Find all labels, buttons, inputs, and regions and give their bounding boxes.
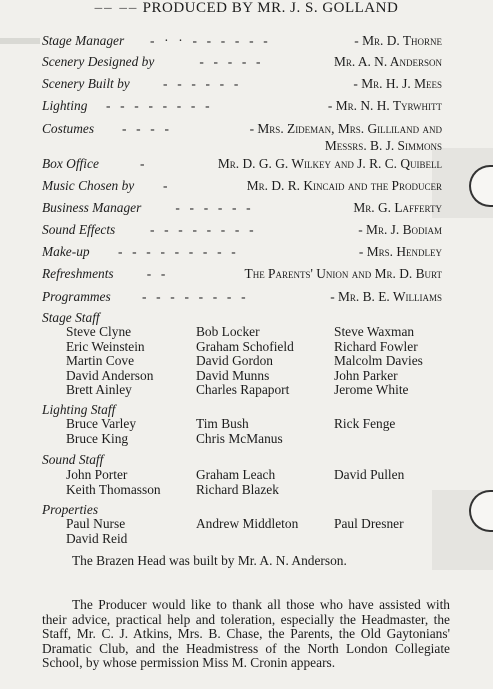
credit-role: Costumes (42, 121, 95, 136)
credit-name: - Mr. B. E. Williams (330, 289, 442, 304)
staff-member: Brett Ainley (66, 382, 132, 397)
credit-name: Mr. D. G. G. Wilkey and J. R. C. Quibell (217, 156, 442, 171)
credit-name: - Mr. N. H. Tyrwhitt (327, 98, 442, 113)
credit-row (42, 288, 442, 308)
lighting-staff-col3 (334, 417, 395, 432)
staff-member: Bruce Varley (66, 416, 137, 431)
credit-leader: - - - - - (182, 54, 262, 69)
credit-name-continued: Messrs. B. J. Simmons (324, 138, 442, 153)
credit-row (42, 221, 442, 241)
credit-leader: - - - - - - (158, 200, 252, 215)
staff-member: Bob Locker (196, 324, 260, 339)
stage-staff-col1 (66, 325, 153, 398)
credit-row (42, 53, 442, 73)
credit-leader: - - - - - - - - (106, 98, 211, 113)
credit-leader: - - - - - - (150, 76, 240, 91)
staff-member: Charles Rapaport (196, 382, 290, 397)
lighting-staff-heading: Lighting Staff (42, 402, 116, 417)
thanks-paragraph (42, 598, 450, 671)
credit-name: - Mrs. Hendley (358, 244, 442, 259)
staff-member: Eric Weinstein (66, 338, 145, 354)
credit-role: Business Manager (42, 200, 142, 215)
lighting-staff-col1 (66, 417, 136, 446)
credit-name: - Mrs. Zideman, Mrs. Gilliland and (249, 121, 442, 136)
credit-row (42, 32, 442, 52)
credit-leader: - - (138, 266, 167, 281)
producer-title: PRODUCED BY MR. J. S. GOLLAND (142, 0, 399, 16)
staff-member: David Pullen (334, 467, 405, 482)
properties-col1 (66, 517, 127, 546)
credit-row (42, 199, 442, 219)
staff-member: David Anderson (66, 367, 154, 383)
credit-name: The Parents' Union and Mr. D. Burt (244, 266, 442, 281)
credit-name: Mr. D. R. Kincaid and the Producer (246, 178, 442, 193)
sound-staff-col1 (66, 468, 161, 497)
properties-col3 (334, 517, 404, 532)
credit-row (42, 177, 442, 197)
credit-name: Mr. A. N. Anderson (333, 54, 442, 69)
credit-leader: - - - - - - - - (150, 222, 255, 237)
credit-row (42, 265, 442, 285)
staff-member: Andrew Middleton (196, 516, 299, 531)
credit-name: Mr. G. Lafferty (353, 200, 442, 215)
staff-member: David Gordon (196, 353, 273, 368)
credit-row (42, 75, 442, 95)
staff-member: Bruce King (66, 430, 129, 446)
credit-name: - Mr. D. Thorne (354, 33, 442, 48)
credit-leader: - - - - - - - - - (118, 244, 237, 259)
staff-member: Richard Fowler (334, 338, 418, 354)
staff-member: Graham Schofield (196, 338, 294, 354)
credit-row (42, 243, 442, 263)
credit-leader: - (140, 156, 146, 171)
credit-role: Programmes (42, 289, 111, 304)
credit-role: Sound Effects (42, 222, 116, 237)
credit-leader: - · · - - - - - - (150, 33, 269, 48)
staff-member: Graham Leach (196, 467, 276, 482)
credit-role: Scenery Built by (42, 76, 130, 91)
staff-member: Jerome White (334, 382, 409, 397)
credit-row (42, 97, 442, 117)
staff-member: Richard Blazek (196, 481, 279, 497)
staff-member: Paul Dresner (334, 516, 404, 531)
credit-row (42, 155, 442, 175)
credit-role: Make-up (42, 244, 90, 259)
producer-heading (0, 0, 493, 17)
stage-staff-col2 (196, 325, 294, 398)
staff-member: David Reid (66, 530, 128, 546)
credit-role: Scenery Designed by (42, 54, 155, 69)
header-rule: –– –– (94, 0, 139, 16)
credit-leader: - - - - (122, 121, 170, 136)
credit-role: Music Chosen by (42, 178, 135, 193)
thanks-text: The Producer would like to thank all those who have assisted with their advice, practical help and toleration, especially the Headmaster, the Staff, Mr. C. J. Atkins, Mrs. B. Chase, the Parents, the Old Gaytonians' Dramatic Club, and the Headmistress of the North London Collegiate School, by whose permission Miss M. Cronin appears. (42, 597, 450, 670)
credit-role: Stage Manager (42, 33, 125, 48)
credit-name: - Mr. J. Bodiam (358, 222, 442, 237)
credit-row (42, 120, 442, 156)
staff-member: Malcolm Davies (334, 353, 423, 368)
sound-staff-col3 (334, 468, 404, 483)
credit-role: Refreshments (42, 266, 114, 281)
lighting-staff-col2 (196, 417, 283, 446)
properties-heading: Properties (42, 502, 99, 517)
brazen-head-note: The Brazen Head was built by Mr. A. N. Anderson. (72, 553, 347, 568)
staff-member: John Porter (66, 467, 128, 482)
credit-leader: - - - - - - - - (142, 289, 247, 304)
sound-staff-col2 (196, 468, 279, 497)
staff-member: John Parker (334, 367, 398, 383)
staff-member: David Munns (196, 367, 270, 383)
staff-member: Keith Thomasson (66, 481, 161, 497)
staff-member: Paul Nurse (66, 516, 126, 531)
credit-leader: - (150, 178, 169, 193)
staff-member: Steve Waxman (334, 324, 415, 339)
scan-smudge (0, 38, 40, 44)
properties-col2 (196, 517, 298, 532)
sound-staff-heading: Sound Staff (42, 452, 104, 467)
staff-member: Rick Fenge (334, 416, 396, 431)
stage-staff-heading: Stage Staff (42, 310, 100, 325)
staff-member: Tim Bush (196, 416, 249, 431)
stage-staff-col3 (334, 325, 423, 398)
credit-role: Box Office (42, 156, 99, 171)
staff-member: Steve Clyne (66, 324, 132, 339)
credit-name: - Mr. H. J. Mees (353, 76, 442, 91)
staff-member: Martin Cove (66, 353, 135, 368)
staff-member: Chris McManus (196, 430, 283, 446)
credit-role: Lighting (42, 98, 88, 113)
